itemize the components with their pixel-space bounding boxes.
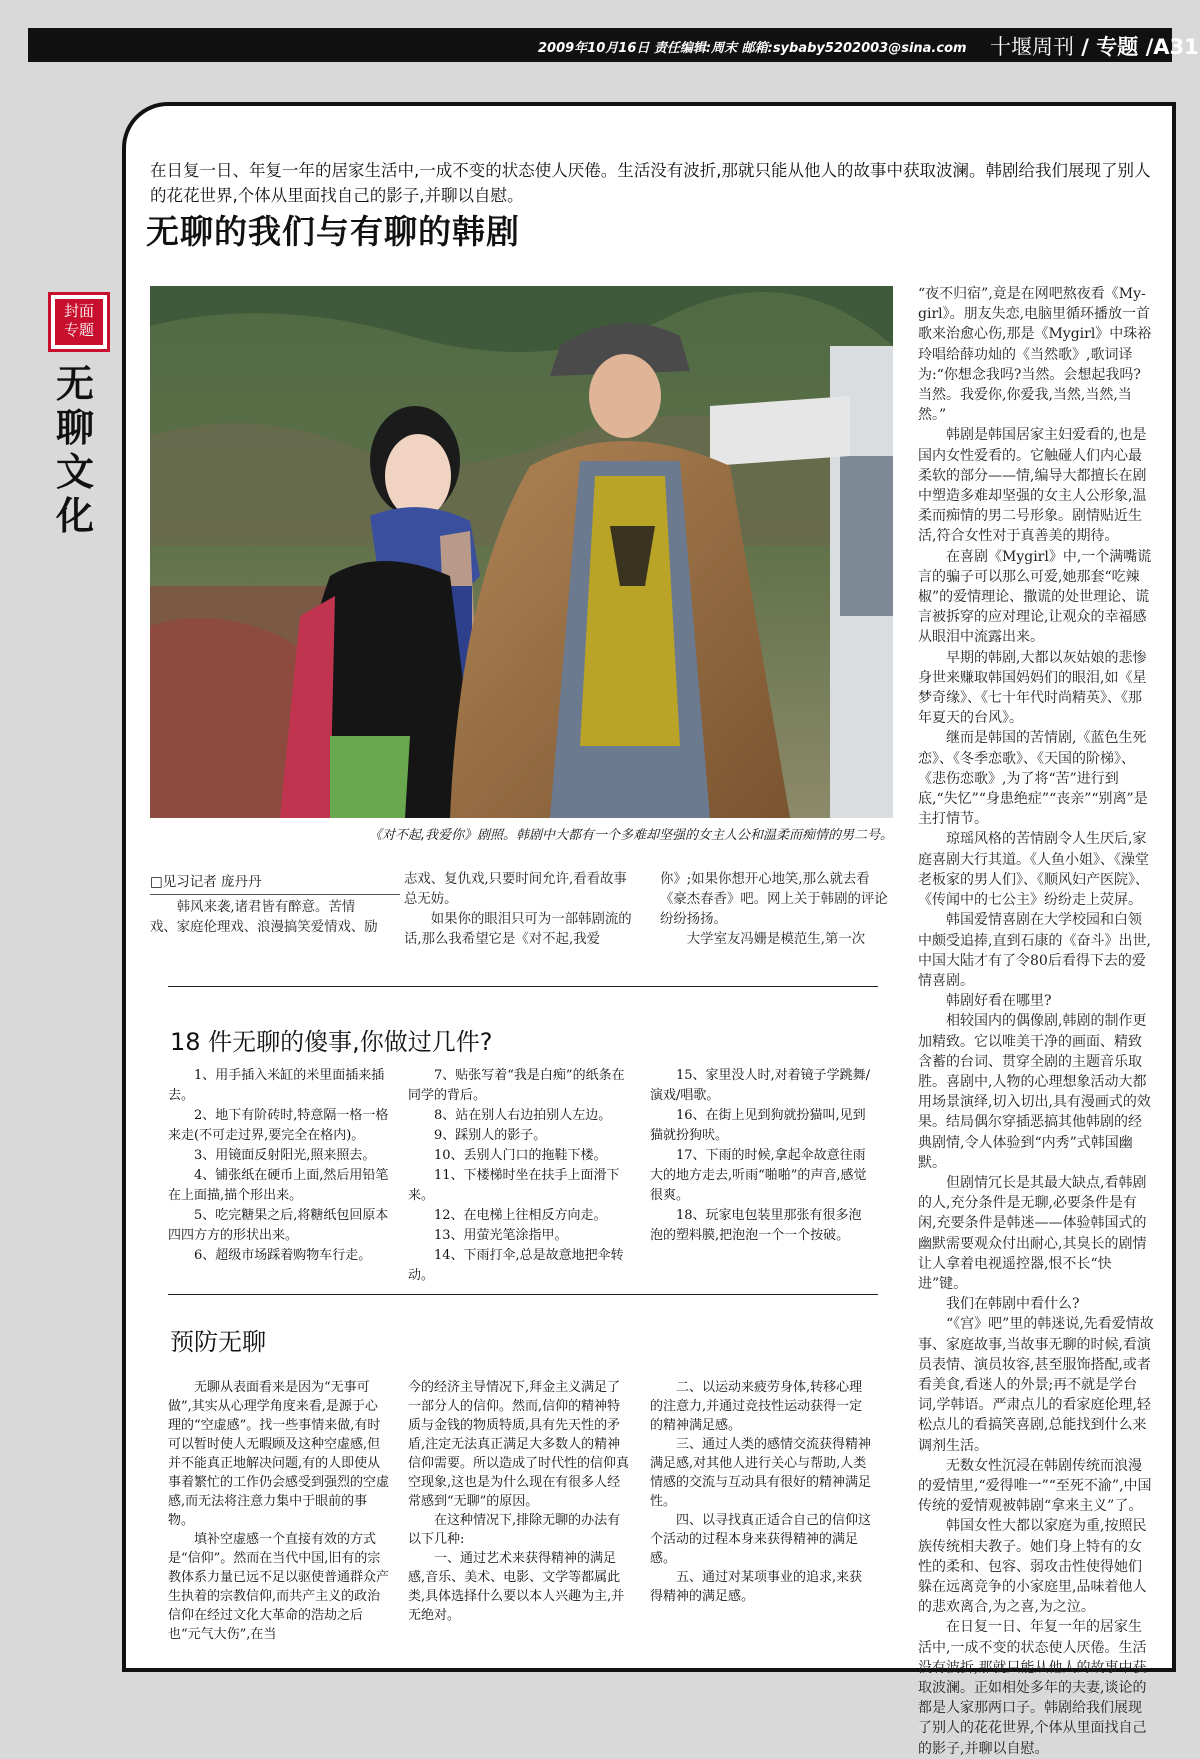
paragraph: 五、通过对某项事业的追求,来获得精神的满足感。 (650, 1570, 863, 1604)
article-column-2 (404, 870, 634, 950)
paragraph: “《宫》吧”里的韩迷说,先看爱情故事、家庭故事,当故事无聊的时候,看演员表情、演员妆容,甚至服饰搭配,或者看美食,看迷人的外景;再不就是学台词,学韩语。严肃点儿的看家庭伦理,轻松点儿的看搞笑喜剧,总能找到什么来调剂生活。 (918, 1316, 1154, 1454)
drama-still-photo (150, 286, 893, 818)
badge-line-1: 封面 (63, 302, 94, 320)
list-item: 9、踩别人的影子。 (434, 1128, 547, 1143)
list-item: 8、站在别人右边拍别人左边。 (434, 1108, 612, 1123)
topic-vertical-title: 无聊文化 (56, 362, 95, 538)
silly-things-column-1 (168, 1066, 390, 1266)
paragraph: 二、以运动来疲劳身体,转移心理的注意力,并通过竞技性运动获得一定的精神满足感。 (650, 1380, 863, 1433)
list-item: 3、用镜面反射阳光,照来照去。 (194, 1148, 376, 1163)
paper-name: 十堰周刊 (990, 35, 1074, 59)
list-item: 17、下雨的时候,拿起伞故意往雨大的地方走去,听雨“啪啪”的声音,感觉很爽。 (650, 1148, 867, 1203)
silly-things-column-3 (650, 1066, 874, 1246)
list-item: 6、超级市场踩着购物车行走。 (194, 1248, 372, 1263)
list-item: 11、下楼梯时坐在扶手上面滑下来。 (408, 1168, 620, 1203)
list-item: 7、贴张写着“我是白痴”的纸条在同学的背后。 (408, 1068, 625, 1103)
section-divider (168, 986, 878, 987)
paragraph: 大学室友冯姗是模范生,第一次 (686, 932, 866, 947)
paragraph: 无聊从表面看来是因为“无事可做”,其实从心理学角度来看,是源于心理的“空虚感”。找一些事情来做,有时可以暂时使人无暇顾及这种空虚感,但并不能真正地解决问题,有的人即使从事着繁忙的工作仍会感受到强烈的空虚感,而无法将注意力集中于眼前的事物。 (168, 1380, 390, 1528)
article-right-column (918, 284, 1154, 1759)
paragraph: 韩国女性大都以家庭为重,按照民族传统相夫教子。她们身上特有的女性的柔和、包容、弱攻击性使得她们躲在远离竞争的小家庭里,品味着他人的悲欢离合,为之喜,为之泣。 (918, 1518, 1147, 1616)
article-column-1 (150, 898, 380, 938)
section-prevent-title: 预防无聊 (170, 1328, 266, 1356)
section-divider (168, 1294, 878, 1295)
list-item: 15、家里没人时,对着镜子学跳舞/演戏/唱歌。 (650, 1068, 871, 1103)
silly-things-column-2 (408, 1066, 630, 1286)
list-item: 16、在街上见到狗就扮猫叫,见到猫就扮狗吠。 (650, 1108, 866, 1143)
paragraph: 但剧情冗长是其最大缺点,看韩剧的人,充分条件是无聊,必要条件是有闲,充要条件是韩迷——体验韩国式的幽默需要观众付出耐心,其臭长的剧情让人拿着电视遥控器,恨不长“快进”键。 (918, 1174, 1147, 1292)
paragraph: 韩风来袭,诸君皆有醉意。苦情戏、家庭伦理戏、浪漫搞笑爱情戏、励 (150, 900, 378, 935)
subheading: 我们在韩剧中看什么? (946, 1296, 1080, 1313)
photo-caption: 《对不起,我爱你》剧照。韩剧中大都有一个多难却坚强的女主人公和温柔而痴情的男二号。 (368, 828, 893, 843)
page-header-bar (28, 28, 1199, 62)
paragraph: 继而是韩国的苦情剧,《蓝色生死恋》、《冬季恋歌》、《天国的阶梯》、《悲伤恋歌》,为了将“苦”进行到底,“失忆”“身患绝症”“丧亲”“别离”是主打情节。 (918, 730, 1148, 828)
paragraph: 韩剧是韩国居家主妇爱看的,也是国内女性爱看的。它触碰人们内心最柔软的部分——情,编导大都擅长在剧中塑造多难却坚强的女主人公形象,温柔而痴情的男二号形象。剧情贴近生活,符合女性对于真善美的期待。 (918, 427, 1147, 545)
masthead (990, 31, 1199, 61)
paragraph: 早期的韩剧,大都以灰姑娘的悲惨身世来赚取韩国妈妈们的眼泪,如《星梦奇缘》、《七十年代时尚精英》、《那年夏天的台风》。 (918, 649, 1147, 727)
list-item: 4、铺张纸在硬币上面,然后用铅笔在上面描,描个形出来。 (168, 1168, 389, 1203)
paragraph: 在喜剧《Mygirl》中,一个满嘴谎言的骗子可以那么可爱,她那套“吃辣椒”的爱情理论、撒谎的处世理论、谎言被拆穿的应对理论,让观众的幸福感从眼泪中流露出来。 (918, 548, 1152, 646)
cover-topic-badge (48, 292, 110, 352)
badge-line-2: 专题 (63, 321, 94, 339)
paragraph: 志戏、复仇戏,只要时间允许,看看故事总无妨。 (404, 872, 627, 907)
section-page: / 专题 /A31 (1074, 35, 1199, 59)
list-item: 18、玩家电包装里那张有很多泡泡的塑料膜,把泡泡一个一个按破。 (650, 1208, 862, 1243)
paragraph: 三、通过人类的感情交流获得精神满足感,对其他人进行关心与帮助,人类情感的交流与互动具有很好的精神满足性。 (650, 1437, 872, 1509)
paragraph: 一、通过艺术来获得精神的满足感,音乐、美术、电影、文学等都属此类,具体选择什么要以本人兴趣为主,并无绝对。 (408, 1551, 625, 1623)
list-item: 12、在电梯上往相反方向走。 (434, 1208, 607, 1223)
paragraph: 琼瑶风格的苦情剧令人生厌后,家庭喜剧大行其道。《人鱼小姐》、《澡堂老板家的男人们》、《顺风妇产医院》、《传闻中的七公主》纷纷走上荧屏。 (918, 831, 1149, 909)
paragraph: 相较国内的偶像剧,韩剧的制作更加精致。它以唯美干净的画面、精致含蓄的台词、贯穿全剧的主题音乐取胜。喜剧中,人物的心理想象活动大都用场景演绎,切入切出,具有漫画式的效果。结局偶尔穿插恶搞其他韩剧的经典剧情,令人体验到“内秀”式韩国幽默。 (918, 1013, 1151, 1171)
list-item: 2、地下有阶砖时,特意隔一格一格来走(不可走过界,要完全在格内)。 (168, 1108, 389, 1143)
paragraph: 你》;如果你想开心地笑,那么就去看《豪杰春香》吧。网上关于韩剧的评论纷纷扬扬。 (660, 872, 888, 927)
prevent-column-3 (650, 1378, 874, 1606)
byline: □见习记者 庞丹丹 (150, 870, 400, 895)
prevent-column-1 (168, 1378, 390, 1644)
prevent-column-2 (408, 1378, 630, 1625)
issue-meta: 2009年10月16日 责任编辑:周末 邮箱:sybaby5202003@sina.com (538, 41, 967, 56)
article-column-3 (660, 870, 892, 950)
paragraph: “夜不归宿”,竟是在网吧熬夜看《My-girl》。朋友失恋,电脑里循环播放一首歌来治愈心伤,那是《Mygirl》中珠裕玲唱给薛功灿的《当然歌》,歌词译为:“你想念我吗?当然。会想起我吗?当然。我爱你,你爱我,当然,当然,当然。” (918, 286, 1152, 424)
paragraph: 无数女性沉浸在韩剧传统而浪漫的爱情里,“爱得唯一”“至死不渝”,中国传统的爱情观被韩剧“拿来主义”了。 (918, 1457, 1152, 1515)
list-item: 1、用手插入米缸的米里面插来插去。 (168, 1068, 385, 1103)
list-item: 14、下雨打伞,总是故意地把伞转动。 (408, 1248, 624, 1283)
article-headline: 无聊的我们与有聊的韩剧 (146, 212, 520, 251)
paragraph: 如果你的眼泪只可为一部韩剧流的话,那么我希望它是《对不起,我爱 (404, 912, 632, 947)
paragraph: 填补空虚感一个直接有效的方式是“信仰”。然而在当代中国,旧有的宗教体系力量已远不足以驱使普通群众产生执着的宗教信仰,而共产主义的政治信仰在经过文化大革命的浩劫之后也“元气大伤”,在当 (168, 1532, 390, 1642)
subheading: 韩剧好看在哪里? (946, 993, 1052, 1010)
paragraph: 今的经济主导情况下,拜金主义满足了一部分人的信仰。然而,信仰的精神特质与金钱的物质特质,具有先天性的矛盾,注定无法真正满足大多数人的精神信仰需要。所以造成了时代性的信仰真空现象,这也是为什么现在有很多人经常感到“无聊”的原因。 (408, 1380, 630, 1509)
list-item: 13、用萤光笔涂指甲。 (434, 1228, 568, 1243)
paragraph: 在这种情况下,排除无聊的办法有以下几种: (408, 1513, 621, 1547)
paragraph: 在日复一日、年复一年的居家生活中,一成不变的状态使人厌倦。生活没有波折,那就只能从他人的故事中获取波澜。正如相处多年的夫妻,谈论的都是人家那两口子。韩剧给我们展现了别人的花花世界,个体从里面找自己的影子,并聊以自慰。 (918, 1619, 1147, 1757)
section-18-title: 18 件无聊的傻事,你做过几件? (170, 1028, 493, 1056)
list-item: 5、吃完糖果之后,将糖纸包回原本四四方方的形状出来。 (168, 1208, 389, 1243)
paragraph: 韩国爱情喜剧在大学校园和白领中颇受追捧,直到石康的《奋斗》出世,中国大陆才有了令80后看得下去的爱情喜剧。 (918, 912, 1151, 989)
list-item: 10、丢别人门口的拖鞋下楼。 (434, 1148, 607, 1163)
paragraph: 四、以寻找真正适合自己的信仰这个活动的过程本身来获得精神的满足感。 (650, 1513, 872, 1566)
article-intro: 在日复一日、年复一年的居家生活中,一成不变的状态使人厌倦。生活没有波折,那就只能从他人的故事中获取波澜。韩剧给我们展现了别人的花花世界,个体从里面找自己的影子,并聊以自慰。 (150, 161, 1151, 205)
